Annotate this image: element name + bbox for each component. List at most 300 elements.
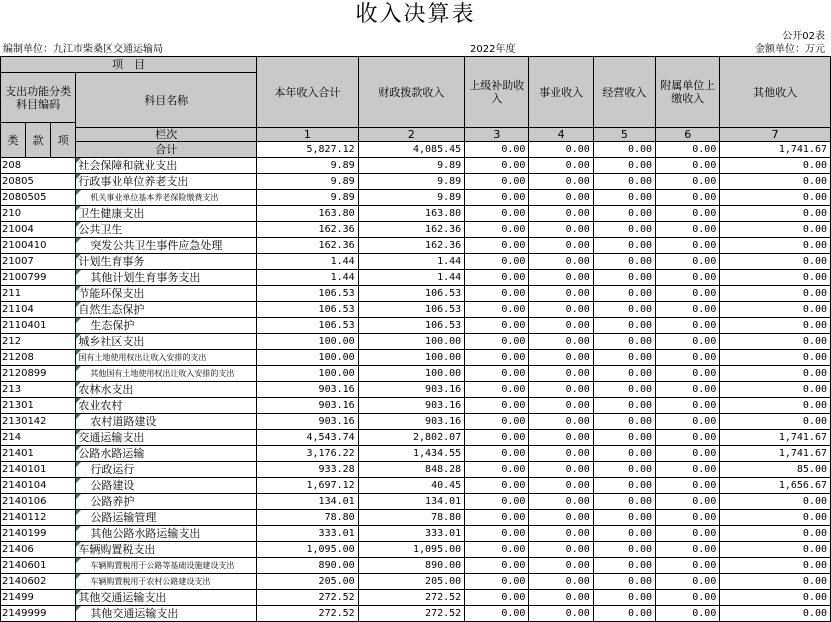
subject-code: 21104 — [1, 302, 76, 318]
amount-cell: 0.00 — [656, 462, 720, 478]
amount-cell: 0.00 — [465, 462, 529, 478]
subject-name — [76, 174, 257, 190]
amount-cell: 0.00 — [593, 494, 655, 510]
amount-cell: 0.00 — [593, 158, 655, 174]
amount-cell: 100.00 — [257, 350, 358, 366]
col-number-3: 3 — [465, 128, 529, 142]
cell-marker-icon — [76, 430, 81, 435]
amount-cell: 903.16 — [358, 398, 465, 414]
subject-name-text: 农村道路建设 — [90, 415, 157, 428]
cell-marker-icon — [76, 206, 81, 211]
amount-cell: 0.00 — [529, 206, 593, 222]
cell-marker-icon — [76, 318, 81, 323]
cell-marker-icon — [76, 558, 81, 563]
amount-cell: 0.00 — [529, 574, 593, 590]
amount-cell: 0.00 — [656, 558, 720, 574]
amount-cell: 0.00 — [465, 590, 529, 606]
table-row — [1, 286, 831, 302]
amount-cell: 0.00 — [529, 494, 593, 510]
amount-cell: 0.00 — [529, 526, 593, 542]
subject-name-text: 节能环保支出 — [78, 287, 145, 300]
amount-cell: 0.00 — [656, 414, 720, 430]
col-number-1: 1 — [257, 128, 358, 142]
amount-cell: 0.00 — [720, 158, 831, 174]
col-header-1: 本年收入合计 — [257, 57, 358, 128]
amount-cell: 0.00 — [720, 494, 831, 510]
amount-cell: 272.52 — [358, 606, 465, 622]
amount-cell: 162.36 — [358, 222, 465, 238]
subject-name — [76, 350, 257, 366]
amount-cell: 100.00 — [358, 350, 465, 366]
cell-marker-icon — [76, 574, 81, 579]
amount-cell: 100.00 — [358, 334, 465, 350]
subject-name — [76, 574, 257, 590]
amount-cell: 0.00 — [593, 462, 655, 478]
amount-cell: 4,543.74 — [257, 430, 358, 446]
amount-cell: 0.00 — [465, 334, 529, 350]
amount-cell: 100.00 — [358, 366, 465, 382]
amount-cell: 0.00 — [656, 254, 720, 270]
amount-cell: 848.28 — [358, 462, 465, 478]
subject-code: 2140602 — [1, 574, 76, 590]
amount-cell: 0.00 — [720, 206, 831, 222]
amount-cell: 0.00 — [593, 430, 655, 446]
amount-cell: 9.89 — [257, 190, 358, 206]
table-row — [1, 254, 831, 270]
subject-name — [76, 270, 257, 286]
subject-name-text: 行政事业单位养老支出 — [78, 175, 189, 188]
subject-code: 2140101 — [1, 462, 76, 478]
subject-name — [76, 286, 257, 302]
amount-cell: 0.00 — [593, 190, 655, 206]
subject-name-text: 车辆购置税支出 — [78, 543, 156, 556]
amount-cell: 0.00 — [529, 334, 593, 350]
amount-cell: 9.89 — [257, 174, 358, 190]
amount-cell: 0.00 — [593, 478, 655, 494]
amount-cell: 1,434.55 — [358, 446, 465, 462]
amount-cell: 0.00 — [529, 510, 593, 526]
subject-code: 21301 — [1, 398, 76, 414]
subject-code: 212 — [1, 334, 76, 350]
subject-name-text: 机关事业单位基本养老保险缴费支出 — [90, 193, 219, 202]
cell-marker-icon — [76, 350, 81, 355]
amount-cell: 1,095.00 — [358, 542, 465, 558]
amount-cell: 85.00 — [720, 462, 831, 478]
subject-name — [76, 334, 257, 350]
amount-cell: 0.00 — [656, 382, 720, 398]
subject-name-text: 交通运输支出 — [78, 431, 145, 444]
amount-cell: 0.00 — [656, 510, 720, 526]
subject-name — [76, 382, 257, 398]
table-row — [1, 222, 831, 238]
subject-code: 2110401 — [1, 318, 76, 334]
total-cell: 4,085.45 — [358, 142, 465, 158]
amount-cell: 0.00 — [656, 222, 720, 238]
amount-cell: 0.00 — [656, 174, 720, 190]
subject-name — [76, 462, 257, 478]
subject-code: 214 — [1, 430, 76, 446]
total-cell: 5,827.12 — [257, 142, 358, 158]
subject-name — [76, 478, 257, 494]
subject-name — [76, 190, 257, 206]
subject-code: 211 — [1, 286, 76, 302]
cell-marker-icon — [76, 462, 81, 467]
amount-cell: 0.00 — [720, 606, 831, 622]
table-row — [1, 478, 831, 494]
amount-cell: 78.80 — [257, 510, 358, 526]
subject-code: 2100410 — [1, 238, 76, 254]
amount-cell: 78.80 — [358, 510, 465, 526]
func-code-header: 支出功能分类科目编码 — [1, 73, 76, 123]
subject-code: 2140106 — [1, 494, 76, 510]
amount-cell: 0.00 — [720, 542, 831, 558]
amount-cell: 0.00 — [593, 318, 655, 334]
amount-cell: 0.00 — [465, 174, 529, 190]
amount-cell: 0.00 — [465, 510, 529, 526]
amount-cell: 0.00 — [529, 478, 593, 494]
amount-cell: 162.36 — [257, 238, 358, 254]
amount-cell: 106.53 — [358, 318, 465, 334]
amount-cell: 0.00 — [465, 206, 529, 222]
table-row — [1, 158, 831, 174]
subject-name-text: 生态保护 — [90, 319, 135, 332]
report-title: 收入决算表 — [355, 2, 476, 27]
table-row — [1, 462, 831, 478]
amount-cell: 0.00 — [593, 254, 655, 270]
amount-cell: 0.00 — [465, 446, 529, 462]
subject-name-text: 农林水支出 — [78, 383, 134, 396]
table-row — [1, 334, 831, 350]
amount-cell: 0.00 — [593, 302, 655, 318]
table-row — [1, 446, 831, 462]
amount-cell: 0.00 — [593, 558, 655, 574]
amount-cell: 0.00 — [656, 446, 720, 462]
cell-marker-icon — [76, 606, 81, 611]
amount-cell: 0.00 — [656, 190, 720, 206]
amount-cell: 106.53 — [358, 286, 465, 302]
heji-label: 合计 — [76, 142, 257, 158]
amount-cell: 1.44 — [358, 254, 465, 270]
col-number-5: 5 — [593, 128, 655, 142]
table-row — [1, 606, 831, 622]
amount-cell: 0.00 — [593, 334, 655, 350]
amount-cell: 0.00 — [465, 222, 529, 238]
cell-marker-icon — [76, 286, 81, 291]
amount-cell: 2,802.07 — [358, 430, 465, 446]
amount-cell: 1,656.67 — [720, 478, 831, 494]
amount-cell: 0.00 — [593, 206, 655, 222]
subject-name — [76, 606, 257, 622]
subject-code: 20805 — [1, 174, 76, 190]
amount-cell: 333.01 — [358, 526, 465, 542]
amount-cell: 0.00 — [656, 606, 720, 622]
amount-cell: 0.00 — [529, 270, 593, 286]
table-row — [1, 382, 831, 398]
table-row — [1, 430, 831, 446]
table-row — [1, 414, 831, 430]
amount-cell: 100.00 — [257, 334, 358, 350]
subject-name — [76, 158, 257, 174]
amount-cell: 106.53 — [257, 286, 358, 302]
amount-cell: 0.00 — [720, 510, 831, 526]
cell-marker-icon — [76, 366, 81, 371]
amount-cell: 0.00 — [529, 542, 593, 558]
amount-cell: 9.89 — [358, 158, 465, 174]
amount-cell: 0.00 — [720, 286, 831, 302]
cell-marker-icon — [76, 238, 81, 243]
col-header-2: 财政拨款收入 — [358, 57, 465, 128]
col-number-2: 2 — [358, 128, 465, 142]
amount-cell: 0.00 — [529, 174, 593, 190]
subject-code: 2100799 — [1, 270, 76, 286]
amount-cell: 0.00 — [656, 206, 720, 222]
col-header-4: 事业收入 — [529, 57, 593, 128]
amount-cell: 1,095.00 — [257, 542, 358, 558]
subject-code: 2140112 — [1, 510, 76, 526]
subject-name-text: 自然生态保护 — [78, 303, 145, 316]
table-row — [1, 238, 831, 254]
subject-code: 2149999 — [1, 606, 76, 622]
project-header: 项 目 — [1, 57, 257, 73]
amount-cell: 0.00 — [529, 430, 593, 446]
amount-cell: 0.00 — [529, 446, 593, 462]
subject-name-text: 其他计划生育事务支出 — [90, 271, 201, 284]
table-row — [1, 206, 831, 222]
lanci-header: 栏次 — [76, 128, 257, 142]
amount-cell: 0.00 — [656, 542, 720, 558]
amount-cell: 0.00 — [529, 190, 593, 206]
amount-cell: 0.00 — [465, 478, 529, 494]
amount-cell: 0.00 — [720, 254, 831, 270]
amount-cell: 0.00 — [465, 574, 529, 590]
table-row — [1, 366, 831, 382]
amount-cell: 3,176.22 — [257, 446, 358, 462]
amount-cell: 0.00 — [465, 606, 529, 622]
total-cell: 0.00 — [656, 142, 720, 158]
amount-cell: 903.16 — [257, 414, 358, 430]
amount-cell: 0.00 — [656, 286, 720, 302]
subject-name — [76, 222, 257, 238]
amount-cell: 0.00 — [593, 174, 655, 190]
table-row — [1, 542, 831, 558]
subject-code: 2130142 — [1, 414, 76, 430]
col-header-3: 上级补助收入 — [465, 57, 529, 128]
amount-cell: 0.00 — [720, 174, 831, 190]
amount-cell: 0.00 — [720, 526, 831, 542]
subject-name — [76, 398, 257, 414]
amount-cell: 0.00 — [720, 270, 831, 286]
amount-cell: 0.00 — [529, 302, 593, 318]
subject-code: 2080505 — [1, 190, 76, 206]
subject-name — [76, 318, 257, 334]
table-row — [1, 398, 831, 414]
form-number: 公开02表 — [782, 31, 825, 42]
amount-cell: 0.00 — [720, 190, 831, 206]
subject-name-text: 公共卫生 — [78, 223, 123, 236]
amount-cell: 0.00 — [656, 318, 720, 334]
amount-cell: 134.01 — [257, 494, 358, 510]
subject-name-text: 城乡社区支出 — [78, 335, 145, 348]
subject-name-text: 其他交通运输支出 — [90, 607, 179, 620]
amount-cell: 205.00 — [257, 574, 358, 590]
table-row — [1, 302, 831, 318]
subject-name-text: 其他国有土地使用权出让收入安排的支出 — [90, 369, 235, 378]
currency-unit: 金额单位：万元 — [755, 44, 825, 55]
amount-cell: 0.00 — [465, 238, 529, 254]
amount-cell: 0.00 — [720, 318, 831, 334]
report-year: 2022年度 — [470, 44, 516, 55]
amount-cell: 0.00 — [529, 382, 593, 398]
subject-code: 21499 — [1, 590, 76, 606]
subject-name-text: 公路建设 — [90, 479, 135, 492]
subject-name-header: 科目名称 — [76, 73, 257, 128]
amount-cell: 0.00 — [465, 318, 529, 334]
amount-cell: 903.16 — [257, 398, 358, 414]
amount-cell: 0.00 — [529, 350, 593, 366]
amount-cell: 1,697.12 — [257, 478, 358, 494]
subject-name-text: 卫生健康支出 — [78, 207, 145, 220]
amount-cell: 0.00 — [656, 494, 720, 510]
amount-cell: 903.16 — [358, 414, 465, 430]
subject-code: 208 — [1, 158, 76, 174]
amount-cell: 1.44 — [257, 270, 358, 286]
amount-cell: 903.16 — [257, 382, 358, 398]
amount-cell: 1.44 — [358, 270, 465, 286]
amount-cell: 0.00 — [593, 590, 655, 606]
amount-cell: 0.00 — [593, 398, 655, 414]
lei-header: 类 — [1, 123, 26, 158]
amount-cell: 0.00 — [529, 414, 593, 430]
amount-cell: 0.00 — [529, 286, 593, 302]
amount-cell: 933.28 — [257, 462, 358, 478]
amount-cell: 0.00 — [720, 590, 831, 606]
subject-name-text: 车辆购置税用于农村公路建设支出 — [90, 577, 211, 586]
table-row — [1, 558, 831, 574]
subject-name — [76, 206, 257, 222]
subject-code: 21401 — [1, 446, 76, 462]
amount-cell: 0.00 — [465, 302, 529, 318]
subject-name — [76, 414, 257, 430]
amount-cell: 9.89 — [257, 158, 358, 174]
amount-cell: 0.00 — [656, 270, 720, 286]
total-cell: 0.00 — [529, 142, 593, 158]
amount-cell: 162.36 — [257, 222, 358, 238]
amount-cell: 0.00 — [465, 430, 529, 446]
amount-cell: 0.00 — [593, 510, 655, 526]
amount-cell: 40.45 — [358, 478, 465, 494]
table-row — [1, 494, 831, 510]
amount-cell: 0.00 — [529, 606, 593, 622]
amount-cell: 0.00 — [720, 382, 831, 398]
amount-cell: 0.00 — [529, 590, 593, 606]
amount-cell: 106.53 — [257, 302, 358, 318]
cell-marker-icon — [76, 382, 81, 387]
amount-cell: 0.00 — [656, 478, 720, 494]
xiang-header: 项 — [51, 123, 76, 158]
subject-name-text: 农业农村 — [78, 399, 123, 412]
amount-cell: 205.00 — [358, 574, 465, 590]
amount-cell: 0.00 — [529, 462, 593, 478]
subject-name-text: 公路运输管理 — [90, 511, 157, 524]
amount-cell: 0.00 — [593, 526, 655, 542]
cell-marker-icon — [76, 398, 81, 403]
subject-name — [76, 254, 257, 270]
col-header-7: 其他收入 — [720, 57, 831, 128]
amount-cell: 0.00 — [529, 238, 593, 254]
amount-cell: 0.00 — [529, 366, 593, 382]
subject-name — [76, 510, 257, 526]
amount-cell: 0.00 — [656, 590, 720, 606]
amount-cell: 9.89 — [358, 174, 465, 190]
table-body — [1, 158, 831, 622]
amount-cell: 106.53 — [358, 302, 465, 318]
subject-name — [76, 590, 257, 606]
amount-cell: 0.00 — [720, 366, 831, 382]
subject-name — [76, 302, 257, 318]
subject-name-text: 行政运行 — [90, 463, 135, 476]
subject-name — [76, 238, 257, 254]
amount-cell: 0.00 — [656, 574, 720, 590]
col-header-6: 附属单位上缴收入 — [656, 57, 720, 128]
amount-cell: 0.00 — [465, 558, 529, 574]
col-header-5: 经营收入 — [593, 57, 655, 128]
amount-cell: 0.00 — [593, 574, 655, 590]
amount-cell: 0.00 — [465, 270, 529, 286]
amount-cell: 134.01 — [358, 494, 465, 510]
amount-cell: 0.00 — [593, 606, 655, 622]
amount-cell: 0.00 — [720, 302, 831, 318]
subject-code: 21007 — [1, 254, 76, 270]
subject-name-text: 车辆购置税用于公路等基础设施建设支出 — [90, 561, 235, 570]
subject-code: 213 — [1, 382, 76, 398]
amount-cell: 0.00 — [720, 334, 831, 350]
subject-name — [76, 494, 257, 510]
cell-marker-icon — [76, 158, 81, 163]
amount-cell: 0.00 — [656, 334, 720, 350]
cell-marker-icon — [76, 446, 81, 451]
subject-code: 2140104 — [1, 478, 76, 494]
table-row — [1, 270, 831, 286]
subject-code: 21208 — [1, 350, 76, 366]
cell-marker-icon — [76, 190, 81, 195]
amount-cell: 0.00 — [465, 190, 529, 206]
income-table — [0, 56, 831, 622]
amount-cell: 0.00 — [529, 158, 593, 174]
amount-cell: 0.00 — [593, 286, 655, 302]
subject-name-text: 突发公共卫生事件应急处理 — [90, 239, 223, 252]
amount-cell: 0.00 — [593, 350, 655, 366]
table-row — [1, 190, 831, 206]
subject-code: 210 — [1, 206, 76, 222]
subject-name-text: 公路养护 — [90, 495, 135, 508]
amount-cell: 163.80 — [358, 206, 465, 222]
amount-cell: 890.00 — [358, 558, 465, 574]
table-row — [1, 590, 831, 606]
amount-cell: 0.00 — [593, 382, 655, 398]
amount-cell: 1,741.67 — [720, 446, 831, 462]
cell-marker-icon — [76, 494, 81, 499]
cell-marker-icon — [76, 254, 81, 259]
cell-marker-icon — [76, 334, 81, 339]
amount-cell: 162.36 — [358, 238, 465, 254]
cell-marker-icon — [76, 590, 81, 595]
cell-marker-icon — [76, 302, 81, 307]
amount-cell: 0.00 — [465, 526, 529, 542]
amount-cell: 0.00 — [656, 302, 720, 318]
amount-cell: 0.00 — [656, 350, 720, 366]
unit-label: 编制单位：九江市柴桑区交通运输局 — [3, 44, 163, 55]
table-row — [1, 526, 831, 542]
